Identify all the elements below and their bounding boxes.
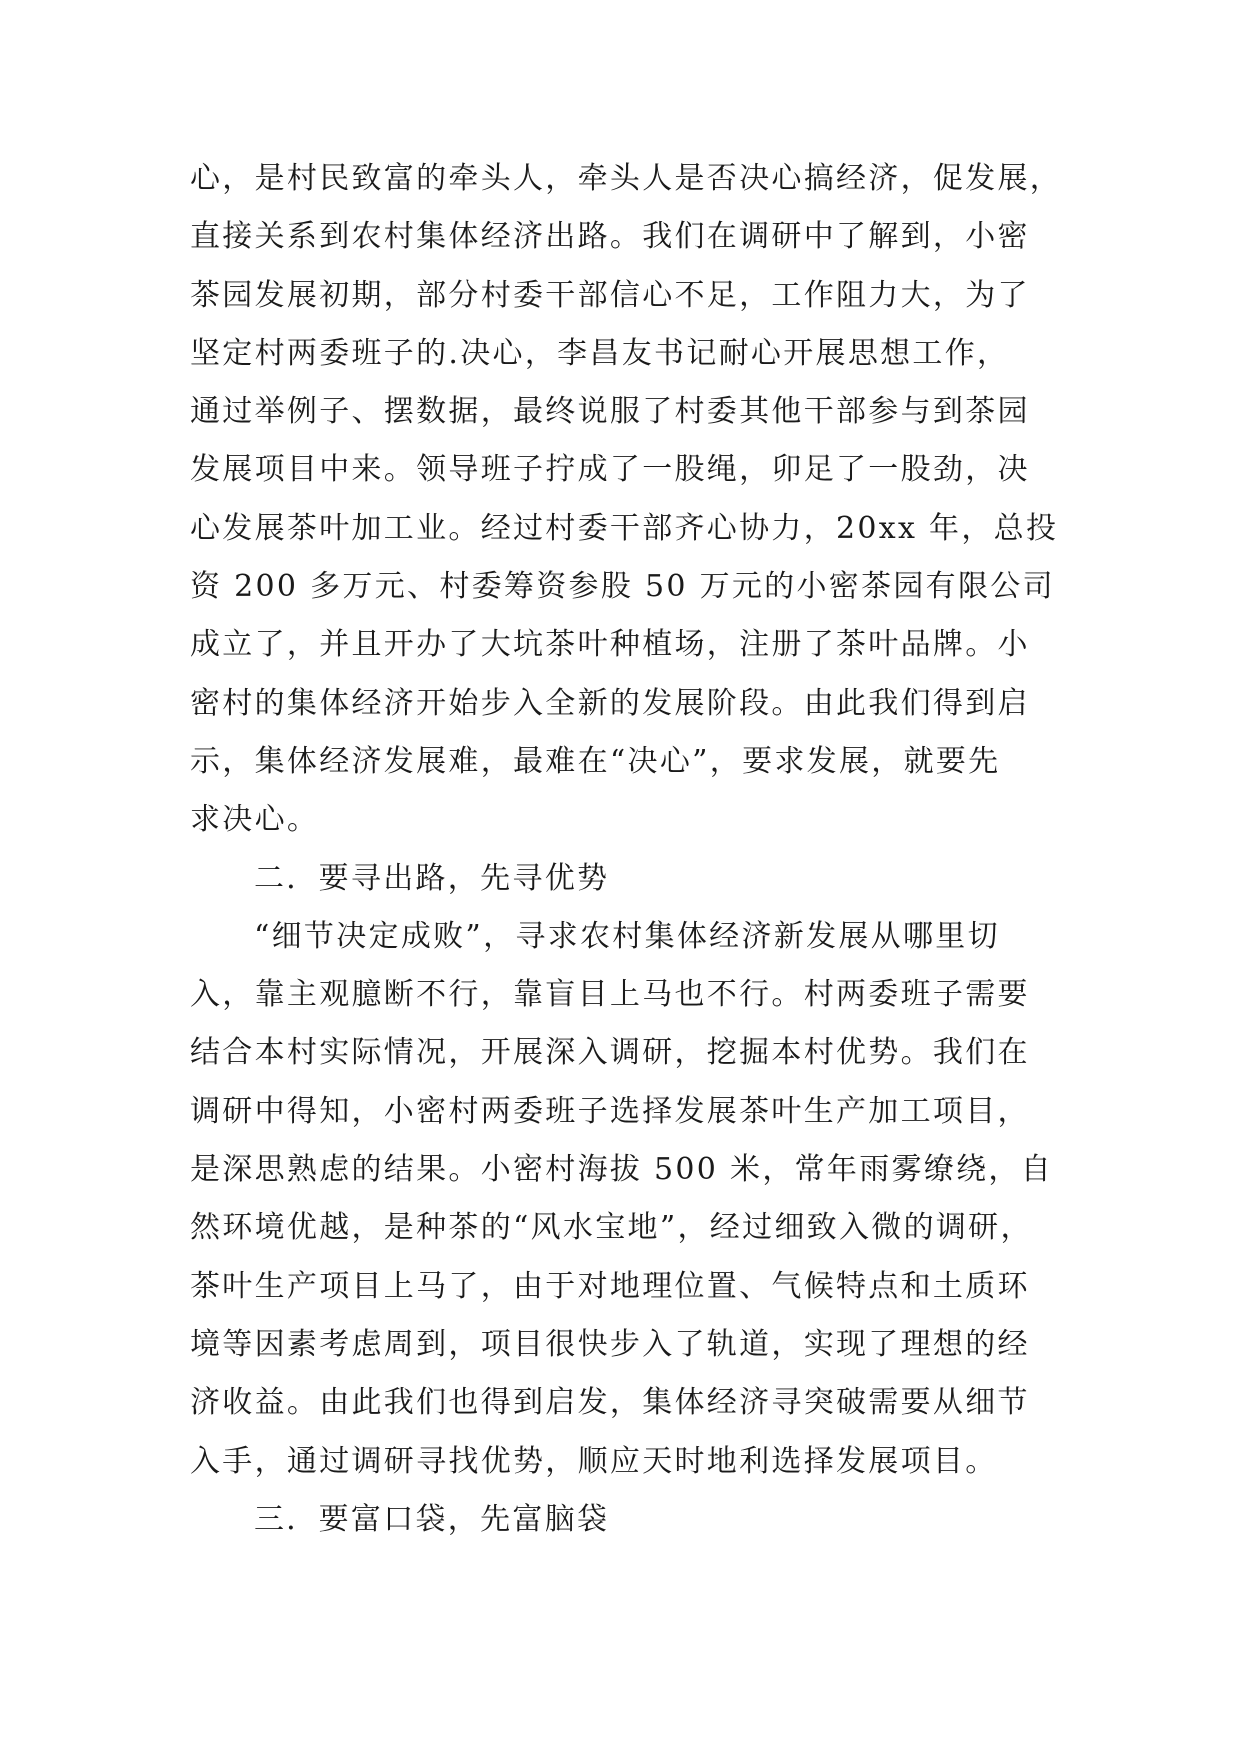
text-line: 成立了，并且开办了大坑茶叶种植场，注册了茶叶品牌。小 [190, 627, 1030, 663]
text-line: 通过举例子、摆数据，最终说服了村委其他干部参与到茶园 [190, 394, 1030, 430]
body-text [190, 150, 1063, 1549]
text-line: 资 200 多万元、村委筹资参股 50 万元的小密茶园有限公司 [190, 569, 1055, 605]
text-line: 调研中得知，小密村两委班子选择发展茶叶生产加工项目， [190, 1093, 1030, 1129]
paragraph-first-line: “细节决定成败”，寻求农村集体经济新发展从哪里切 [254, 918, 1000, 954]
text-line: 心发展茶叶加工业。经过村委干部齐心协力，20xx 年，总投 [190, 510, 1059, 546]
text-line: 境等因素考虑周到，项目很快步入了轨道，实现了理想的经 [190, 1326, 1030, 1362]
text-line: 济收益。由此我们也得到启发，集体经济寻突破需要从细节 [190, 1385, 1030, 1421]
text-line: 坚定村两委班子的.决心，李昌友书记耐心开展思想工作， [190, 335, 1010, 371]
text-line: 心，是村民致富的牵头人，牵头人是否决心搞经济，促发展， [190, 161, 1063, 196]
text-line: 入，靠主观臆断不行，靠盲目上马也不行。村两委班子需要 [190, 977, 1030, 1013]
text-line: 密村的集体经济开始步入全新的发展阶段。由此我们得到启 [190, 685, 1030, 721]
text-line: 茶叶生产项目上马了，由于对地理位置、气候特点和土质环 [190, 1268, 1030, 1304]
text-line: 求决心。 [190, 802, 320, 838]
text-line: 结合本村实际情况，开展深入调研，挖掘本村优势。我们在 [190, 1035, 1030, 1071]
section-heading: 三．要富口袋，先富脑袋 [254, 1501, 610, 1537]
section-heading: 二．要寻出路，先寻优势 [254, 860, 610, 896]
text-line: 发展项目中来。领导班子拧成了一股绳，卯足了一股劲，决 [190, 452, 1030, 488]
text-line: 入手，通过调研寻找优势，顺应天时地利选择发展项目。 [190, 1443, 998, 1479]
text-line: 直接关系到农村集体经济出路。我们在调研中了解到，小密 [190, 219, 1030, 255]
text-line: 示，集体经济发展难，最难在“决心”，要求发展，就要先 [190, 743, 1001, 779]
text-line: 茶园发展初期，部分村委干部信心不足，工作阻力大，为了 [190, 277, 1030, 313]
text-line: 然环境优越，是种茶的“风水宝地”，经过细致入微的调研， [190, 1210, 1033, 1246]
text-line: 是深思熟虑的结果。小密村海拔 500 米，常年雨雾缭绕，自 [190, 1152, 1054, 1188]
